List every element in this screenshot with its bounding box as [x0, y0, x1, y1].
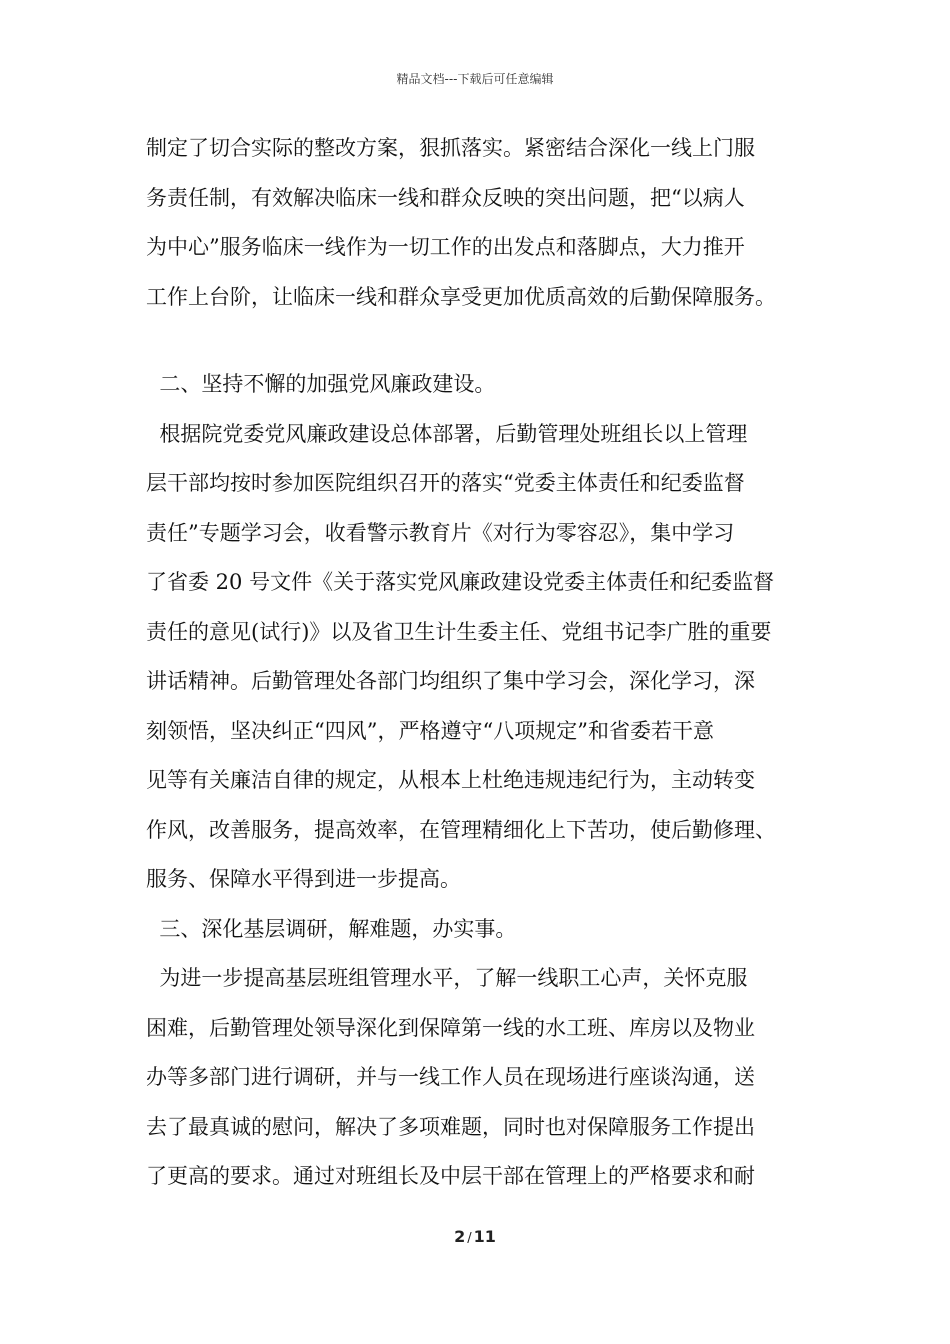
paragraph-block-b: [146, 366, 816, 1208]
page-number-current: 2: [454, 1227, 466, 1246]
text-line: 为进一步提高基层班组管理水平，了解一线职工心声，关怀克服: [146, 966, 748, 990]
text-line: 作风，改善服务，提高效率，在管理精细化上下苦功，使后勤修理、: [146, 817, 776, 842]
paragraph-gap: [146, 328, 816, 366]
text-line: 刻领悟，坚决纠正“四风”，严格遵守“八项规定”和省委若干意: [146, 718, 714, 743]
text-line: 了更高的要求。通过对班组长及中层干部在管理上的严格要求和耐: [146, 1164, 755, 1188]
text-line: 根据院党委党风廉政建设总体部署，后勤管理处班组长以上管理: [146, 421, 748, 446]
text-line: 困难，后勤管理处领导深化到保障第一线的水工班、库房以及物业: [146, 1015, 755, 1040]
text-line: 为中心”服务临床一线作为一切工作的出发点和落脚点，大力推开: [146, 235, 745, 259]
paragraph-block-a: [146, 130, 816, 328]
page-header: 精品文档---下载后可任意编辑: [396, 72, 554, 86]
text-line: 层干部均按时参加医院组织召开的落实“党委主体责任和纪委监督: [146, 471, 745, 495]
page-number-separator: /: [467, 1231, 472, 1246]
text-line: 责任的意见(试行)》以及省卫生计生委主任、党组书记李广胜的重要: [146, 619, 772, 644]
text-line: 三、深化基层调研，解难题，办实事。: [146, 916, 517, 941]
document-body: [146, 130, 816, 1208]
text-line: 去了最真诚的慰问，解决了多项难题，同时也对保障服务工作提出: [146, 1114, 755, 1139]
page-footer: [0, 1227, 950, 1246]
text-line: 制定了切合实际的整改方案，狠抓落实。紧密结合深化一线上门服: [146, 136, 755, 160]
text-line: 责任”专题学习会，收看警示教育片《对行为零容忍》，集中学习: [146, 520, 735, 545]
page-number-total: 11: [473, 1227, 496, 1246]
text-line: 了省委 20 号文件《关于落实党风廉政建设党委主体责任和纪委监督: [146, 570, 775, 594]
text-line: 服务、保障水平得到进一步提高。: [146, 867, 461, 891]
text-line: 务责任制，有效解决临床一线和群众反映的突出问题，把“以病人: [146, 185, 745, 210]
text-line: 讲话精神。后勤管理处各部门均组织了集中学习会，深化学习，深: [146, 669, 755, 693]
text-line: 二、坚持不懈的加强党风廉政建设。: [146, 372, 496, 396]
text-line: 见等有关廉洁自律的规定，从根本上杜绝违规违纪行为，主动转变: [146, 768, 755, 792]
text-line: 办等多部门进行调研，并与一线工作人员在现场进行座谈沟通，送: [146, 1065, 755, 1089]
text-line: 工作上台阶，让临床一线和群众享受更加优质高效的后勤保障服务。: [146, 284, 776, 309]
